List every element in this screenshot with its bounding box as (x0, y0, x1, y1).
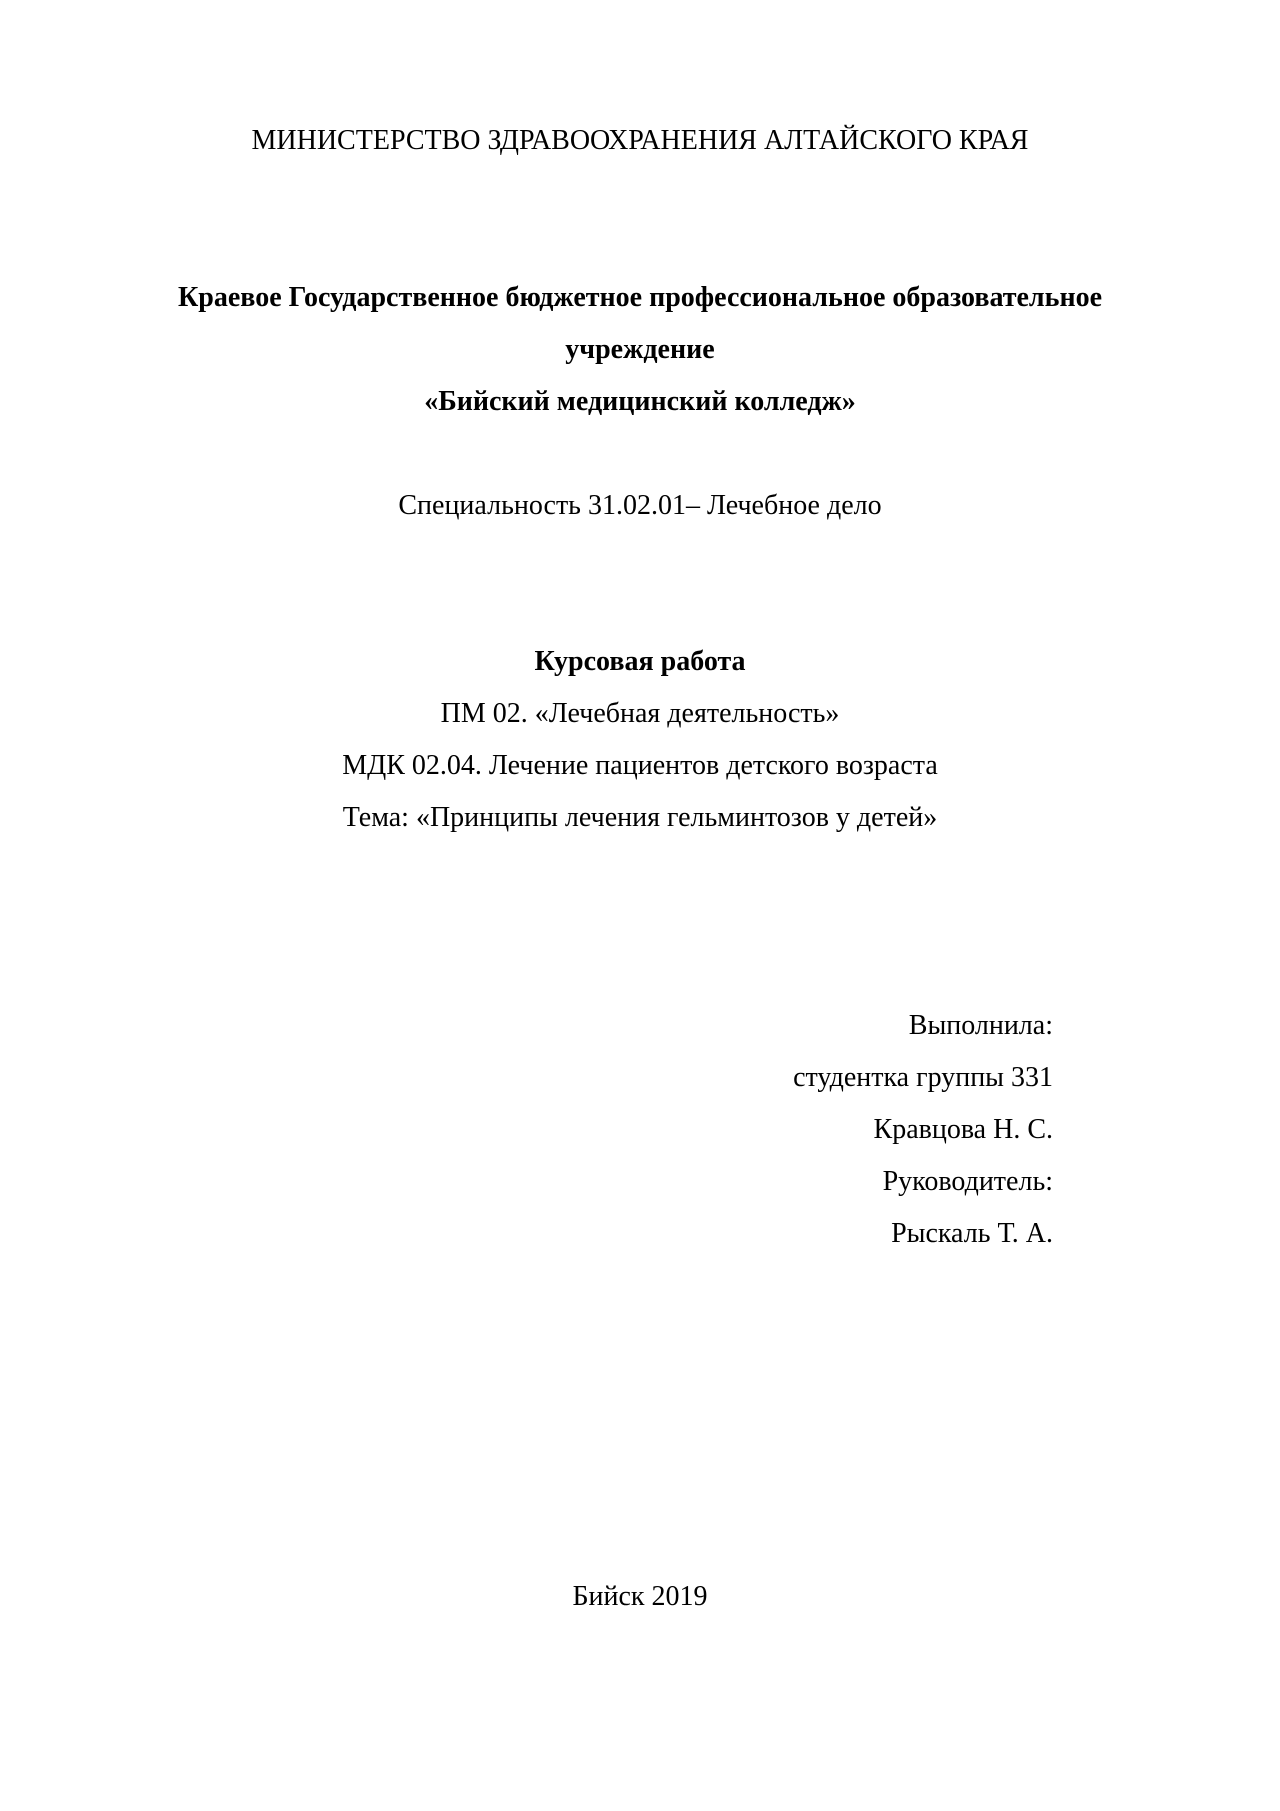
work-type: Курсовая работа (534, 646, 746, 677)
supervisor-label: Руководитель: (882, 1166, 1053, 1197)
specialty: Специальность 31.02.01– Лечебное дело (398, 490, 882, 521)
student-name: Кравцова Н. С. (873, 1114, 1053, 1145)
college-name: «Бийский медицинский колледж» (424, 386, 856, 417)
student-group: студентка группы 331 (793, 1062, 1053, 1093)
supervisor-name: Рыскаль Т. А. (891, 1218, 1053, 1249)
city-year: Бийск 2019 (572, 1581, 708, 1612)
professional-module: ПМ 02. «Лечебная деятельность» (440, 698, 840, 729)
work-topic: Тема: «Принципы лечения гельминтозов у детей» (342, 802, 938, 833)
performed-by-label: Выполнила: (908, 1010, 1053, 1041)
institution-line-2: учреждение (565, 334, 715, 365)
course-name: МДК 02.04. Лечение пациентов детского возраста (342, 750, 938, 781)
ministry-title: МИНИСТЕРСТВО ЗДРАВООХРАНЕНИЯ АЛТАЙСКОГО КРАЯ (251, 125, 1029, 156)
institution-line-1: Краевое Государственное бюджетное профессиональное образовательное (177, 282, 1102, 313)
